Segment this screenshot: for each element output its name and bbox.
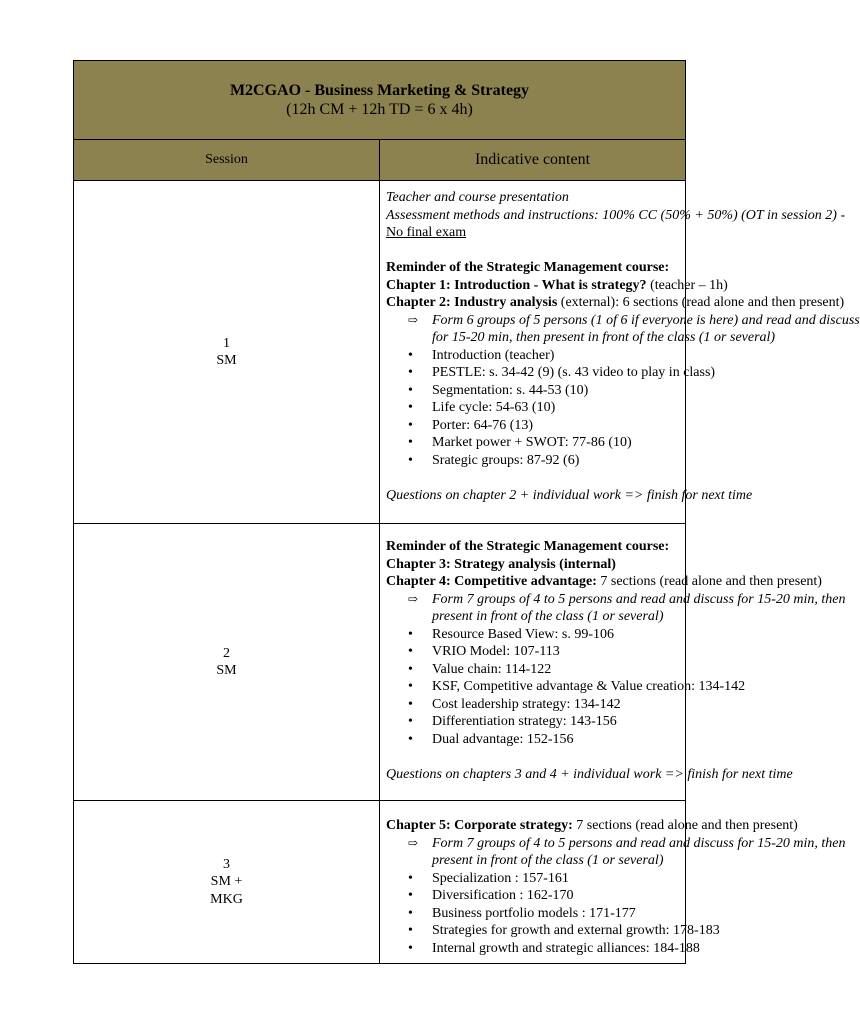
list-item-text: Resource Based View: s. 99-106 bbox=[432, 626, 615, 642]
arrow-icon: ⇨ bbox=[408, 591, 419, 606]
bullet-icon: • bbox=[408, 417, 413, 433]
closing-note: Questions on chapter 2 + individual work => finish for next time bbox=[386, 487, 753, 503]
bullet-icon: • bbox=[408, 435, 413, 450]
list-item bbox=[386, 417, 679, 435]
list-item-text: Specialization : 157-161 bbox=[432, 870, 569, 886]
list-item-text: Diversification : 162-170 bbox=[432, 888, 574, 903]
chapter-5-note: 7 sections (read alone and then present) bbox=[572, 818, 798, 833]
list-item bbox=[386, 347, 679, 365]
group-instruction bbox=[386, 835, 846, 870]
list-item bbox=[386, 382, 679, 400]
group-instruction bbox=[386, 312, 860, 347]
session-label: SM bbox=[216, 663, 237, 678]
bullet-icon: • bbox=[408, 731, 413, 747]
chapter-4-title: Chapter 4: Competitive advantage: bbox=[386, 574, 597, 589]
content-column-header: Indicative content bbox=[380, 140, 686, 181]
chapter-3-title: Chapter 3: Strategy analysis (internal) bbox=[386, 556, 616, 572]
bullet-icon: • bbox=[408, 679, 413, 694]
list-item-text: KSF, Competitive advantage & Value creation: 134-142 bbox=[432, 679, 746, 694]
session-label: SM + bbox=[210, 874, 243, 890]
session-2-content bbox=[380, 524, 846, 801]
course-title-cell bbox=[74, 61, 686, 140]
bullet-icon: • bbox=[408, 365, 413, 380]
session-number: 2 bbox=[223, 645, 230, 661]
session-label-2: MKG bbox=[210, 891, 243, 907]
session-2-cell bbox=[74, 524, 380, 801]
bullet-icon: • bbox=[408, 347, 413, 363]
list-item bbox=[386, 678, 746, 696]
bullet-icon: • bbox=[408, 400, 413, 415]
list-item-text: Differentiation strategy: 143-156 bbox=[432, 714, 617, 729]
list-item-text: Porter: 64-76 (13) bbox=[432, 417, 534, 433]
list-item bbox=[386, 905, 679, 923]
course-table bbox=[73, 60, 860, 964]
bullet-icon: • bbox=[408, 870, 413, 886]
course-hours: (12h CM + 12h TD = 6 x 4h) bbox=[286, 101, 473, 118]
chapter-2-line bbox=[386, 294, 845, 312]
list-item-text: Strategies for growth and external growth: 178-183 bbox=[432, 923, 720, 938]
instruction-line: present in front of the class (1 or several) bbox=[432, 609, 664, 624]
session-3-cell bbox=[74, 801, 380, 964]
session-row-3 bbox=[74, 801, 686, 964]
instruction-line: present in front of the class (1 or several) bbox=[432, 853, 664, 868]
list-item bbox=[386, 452, 679, 470]
instruction-line: for 15-20 min, then present in front of the class (1 or several) bbox=[432, 330, 776, 345]
bullet-icon: • bbox=[408, 923, 413, 938]
list-item bbox=[386, 661, 679, 679]
session-column-header: Session bbox=[74, 140, 380, 181]
bullet-icon: • bbox=[408, 661, 413, 677]
bullet-icon: • bbox=[408, 714, 413, 729]
session-1-content bbox=[380, 181, 860, 524]
bullet-icon: • bbox=[408, 940, 413, 956]
reminder-heading: Reminder of the Strategic Management course: bbox=[386, 539, 670, 554]
session-row-1 bbox=[74, 181, 686, 524]
bullet-icon: • bbox=[408, 452, 413, 468]
list-item-text: PESTLE: s. 34-42 (9) (s. 43 video to play in class) bbox=[432, 365, 716, 380]
list-item-text: Srategic groups: 87-92 (6) bbox=[432, 452, 580, 468]
instruction-line: Form 7 groups of 4 to 5 persons and read and discuss for 15-20 min, then bbox=[432, 835, 846, 851]
bullet-icon: • bbox=[408, 888, 413, 903]
chapter-5-line bbox=[386, 817, 798, 835]
chapter-4-line bbox=[386, 573, 822, 591]
no-exam-line: No final exam bbox=[386, 225, 467, 240]
bullet-icon: • bbox=[408, 905, 413, 921]
list-item-text: Dual advantage: 152-156 bbox=[432, 731, 574, 747]
session-label: SM bbox=[216, 353, 237, 368]
list-item bbox=[386, 887, 679, 905]
session-3-content bbox=[380, 801, 846, 964]
list-item bbox=[386, 922, 720, 940]
list-item bbox=[386, 364, 716, 382]
bullet-icon: • bbox=[408, 626, 413, 642]
chapter-2-title: Chapter 2: Industry analysis bbox=[386, 295, 558, 310]
list-item bbox=[386, 626, 679, 644]
chapter-1-note: (teacher – 1h) bbox=[646, 277, 728, 293]
bullet-icon: • bbox=[408, 382, 413, 398]
session-number: 1 bbox=[223, 335, 230, 351]
list-item-text: Market power + SWOT: 77-86 (10) bbox=[432, 435, 632, 450]
session-1-cell bbox=[74, 181, 380, 524]
instruction-line: Form 6 groups of 5 persons (1 of 6 if everyone is here) and read and discuss bbox=[432, 312, 860, 328]
list-item-text: Cost leadership strategy: 134-142 bbox=[432, 696, 621, 712]
list-item-text: Business portfolio models : 171-177 bbox=[432, 905, 636, 921]
course-title: M2CGAO - Business Marketing & Strategy bbox=[229, 82, 530, 99]
chapter-5-title: Chapter 5: Corporate strategy: bbox=[386, 818, 573, 833]
list-item bbox=[386, 434, 679, 452]
closing-note: Questions on chapters 3 and 4 + individual work => finish for next time bbox=[386, 766, 793, 782]
intro-line: Teacher and course presentation bbox=[386, 190, 569, 205]
chapter-1-title: Chapter 1: Introduction - What is strategy? bbox=[386, 277, 647, 293]
group-instruction bbox=[386, 591, 846, 626]
list-item-text: Segmentation: s. 44-53 (10) bbox=[432, 382, 589, 398]
arrow-icon: ⇨ bbox=[408, 835, 419, 850]
arrow-icon: ⇨ bbox=[408, 312, 419, 327]
list-item-text: Value chain: 114-122 bbox=[432, 661, 552, 677]
reminder-heading: Reminder of the Strategic Management course: bbox=[386, 260, 670, 275]
list-item bbox=[386, 940, 700, 958]
list-item bbox=[386, 713, 679, 731]
list-item bbox=[386, 696, 679, 714]
list-item bbox=[386, 870, 679, 888]
session-row-2 bbox=[74, 524, 686, 801]
list-item bbox=[386, 731, 679, 749]
list-item-text: Internal growth and strategic alliances: 184-188 bbox=[432, 940, 700, 956]
chapter-4-note: 7 sections (read alone and then present) bbox=[596, 574, 822, 589]
list-item bbox=[386, 643, 679, 661]
bullet-icon: • bbox=[408, 644, 413, 659]
assessment-line: Assessment methods and instructions: 100% CC (50% + 50%) (OT in session 2) - bbox=[386, 207, 846, 223]
list-item-text: VRIO Model: 107-113 bbox=[432, 644, 560, 659]
session-number: 3 bbox=[223, 856, 230, 872]
bullet-icon: • bbox=[408, 696, 413, 712]
list-item-text: Life cycle: 54-63 (10) bbox=[432, 400, 556, 415]
instruction-line: Form 7 groups of 4 to 5 persons and read and discuss for 15-20 min, then bbox=[432, 591, 846, 607]
chapter-2-note: (external): 6 sections (read alone and then present) bbox=[557, 295, 845, 310]
list-item bbox=[386, 399, 679, 417]
chapter-1-line bbox=[386, 277, 728, 295]
list-item-text: Introduction (teacher) bbox=[432, 347, 555, 363]
